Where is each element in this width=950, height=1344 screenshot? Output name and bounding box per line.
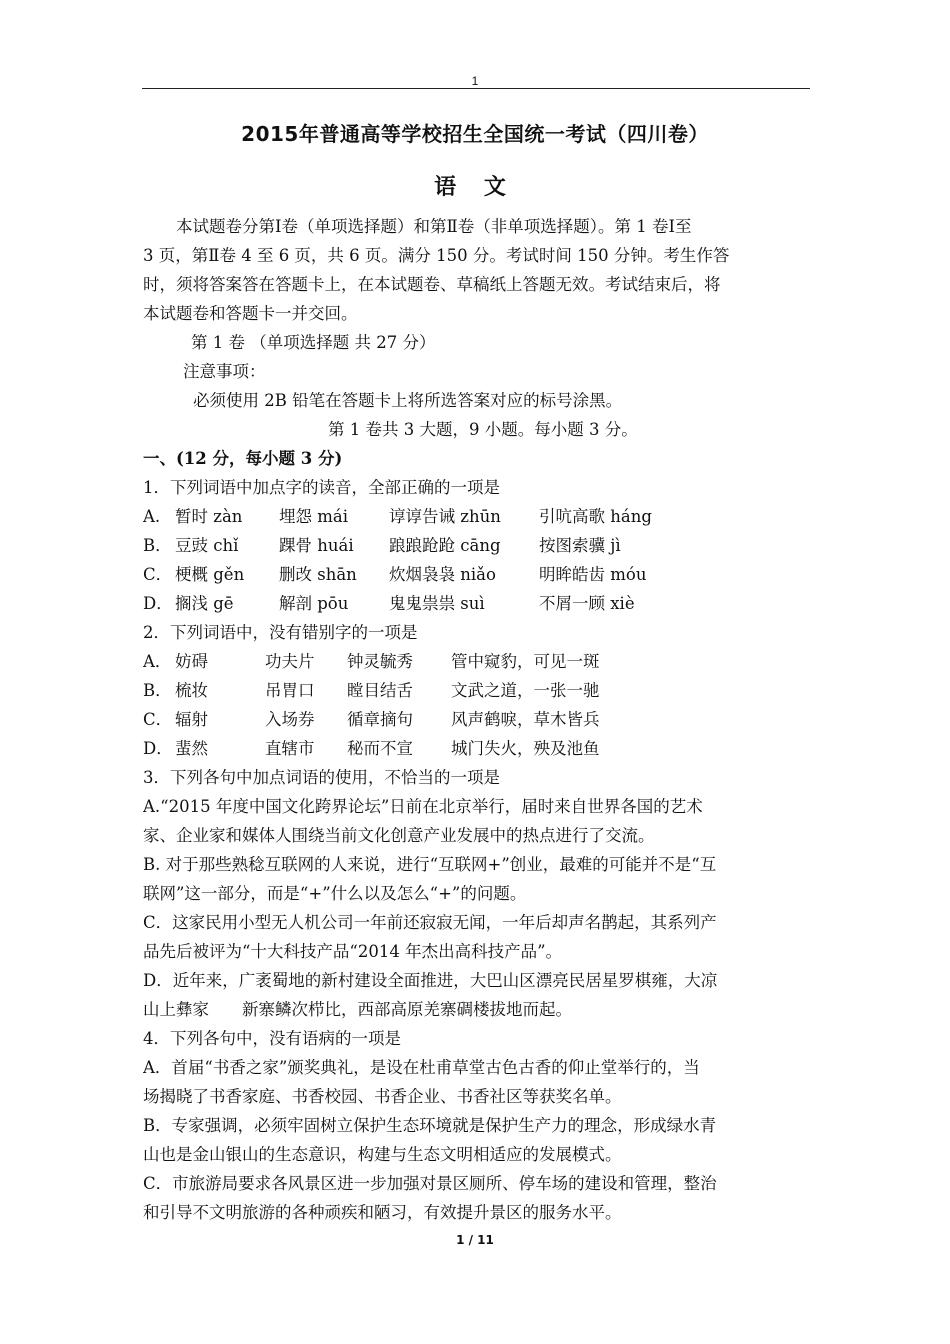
option-item: 梳妆 <box>175 681 208 700</box>
option-item: 鬼鬼祟祟 suì <box>389 594 485 613</box>
question-3-line: A.“2015 年度中国文化跨界论坛”日前在北京举行，届时来自世界各国的艺术 <box>143 797 703 816</box>
option-item: 踉踉跄跄 cāng <box>389 536 501 555</box>
question-2-option-a <box>143 647 811 676</box>
question-3-line: 联网”这一部分，而是“+”什么以及怎么“+”的问题。 <box>143 884 527 903</box>
option-item: 不屑一顾 xiè <box>539 594 635 613</box>
option-item: 直辖市 <box>265 739 315 758</box>
option-item: 豆豉 chǐ <box>175 536 239 555</box>
question-4-line: B．专家强调，必须牢固树立保护生态环境就是保护生产力的理念，形成绿水青 <box>143 1116 717 1135</box>
question-4-line: 场揭晓了书香家庭、书香校园、书香企业、书香社区等获奖名单。 <box>143 1087 622 1106</box>
option-item: 瞠目结舌 <box>347 681 413 700</box>
option-label: B． <box>143 536 172 555</box>
option-item: 妨碍 <box>175 652 208 671</box>
option-item: 搁浅 gē <box>175 594 234 613</box>
option-item: 风声鹤唳，草木皆兵 <box>451 710 600 729</box>
section-heading: 一、(12 分，每小题 3 分) <box>143 449 343 468</box>
option-item: 暂时 zàn <box>175 507 243 526</box>
option-item: 炊烟袅袅 niǎo <box>389 565 496 584</box>
option-item: 谆谆告诫 zhūn <box>389 507 501 526</box>
option-item: 引吭高歌 háng <box>539 507 652 526</box>
question-1-option-a <box>143 502 811 531</box>
option-item: 城门失火，殃及池鱼 <box>451 739 600 758</box>
header-rule <box>142 88 810 89</box>
option-item: 管中窥豹，可见一斑 <box>451 652 600 671</box>
part1-heading: 第 1 卷 （单项选择题 共 27 分） <box>191 333 436 352</box>
question-2-option-c <box>143 705 811 734</box>
option-item: 辐射 <box>175 710 208 729</box>
intro-line: 本试题卷和答题卡一并交回。 <box>143 304 358 323</box>
option-label: C． <box>143 710 173 729</box>
page-pager: 1 / 11 <box>456 1233 494 1247</box>
option-item: 踝骨 huái <box>279 536 354 555</box>
question-3-line: D．近年来，广袤蜀地的新村建设全面推进，大巴山区漂亮民居星罗棋雍，大凉 <box>143 971 718 990</box>
option-item: 埋怨 mái <box>279 507 349 526</box>
question-3-stem: 3．下列各句中加点词语的使用，不恰当的一项是 <box>143 768 500 787</box>
intro-line: 3 页，第Ⅱ卷 4 至 6 页，共 6 页。满分 150 分。考试时间 150 分钟。考生作答 <box>143 246 730 265</box>
notice-label: 注意事项： <box>183 362 266 381</box>
question-3-line: C．这家民用小型无人机公司一年前还寂寂无闻，一年后却声名鹊起，其系列产 <box>143 913 717 932</box>
question-1-stem: 1．下列词语中加点字的读音，全部正确的一项是 <box>143 478 500 497</box>
subject-title: 语 文 <box>434 175 516 200</box>
option-item: 明眸皓齿 móu <box>539 565 647 584</box>
option-label: A． <box>143 652 172 671</box>
question-4-line: C．市旅游局要求各风景区进一步加强对景区厕所、停车场的建设和管理，整治 <box>143 1174 717 1193</box>
question-2-option-d <box>143 734 811 763</box>
option-label: A. <box>143 507 161 526</box>
question-2-stem: 2．下列词语中，没有错别字的一项是 <box>143 623 418 642</box>
option-item: 功夫片 <box>265 652 315 671</box>
question-4-line: A．首届“书香之家”颁奖典礼，是设在杜甫草堂古色古香的仰止堂举行的，当 <box>143 1058 700 1077</box>
option-item: 循章摘句 <box>347 710 413 729</box>
question-3-line: B. 对于那些熟稔互联网的人来说，进行“互联网+”创业，最难的可能并不是“互 <box>143 855 717 874</box>
document-title: 2015年普通高等学校招生全国统一考试（四川卷） <box>241 122 709 146</box>
question-3-line: 家、企业家和媒体人围绕当前文化创意产业发展中的热点进行了交流。 <box>143 826 655 845</box>
option-label: B． <box>143 681 172 700</box>
option-label: C． <box>143 565 173 584</box>
question-2-option-b <box>143 676 811 705</box>
option-label: D． <box>143 739 173 758</box>
notice-text: 必须使用 2B 铅笔在答题卡上将所选答案对应的标号涂黑。 <box>193 391 623 410</box>
option-item: 梗概 gěn <box>175 565 245 584</box>
header-page-number: 1 <box>471 74 479 88</box>
intro-line: 本试题卷分第Ⅰ卷（单项选择题）和第Ⅱ卷（非单项选择题）。第 1 卷Ⅰ至 <box>176 217 692 236</box>
question-4-line: 山也是金山银山的生态意识，构建与生态文明相适应的发展模式。 <box>143 1145 622 1164</box>
question-1-option-d <box>143 589 811 618</box>
question-3-line: 山上彝家 新寨鳞次栉比，西部高原羌寨碉楼拔地而起。 <box>143 1000 572 1019</box>
option-item: 解剖 pōu <box>279 594 349 613</box>
option-item: 入场券 <box>265 710 315 729</box>
question-1-option-c <box>143 560 811 589</box>
intro-line: 时，须将答案答在答题卡上，在本试题卷、草稿纸上答题无效。考试结束后，将 <box>143 275 721 294</box>
document-body <box>143 212 811 1227</box>
question-4-line: 和引导不文明旅游的各种顽疾和陋习，有效提升景区的服务水平。 <box>143 1203 622 1222</box>
option-item: 文武之道，一张一驰 <box>451 681 600 700</box>
option-label: D． <box>143 594 173 613</box>
option-item: 钟灵毓秀 <box>347 652 413 671</box>
option-item: 按图索骥 jì <box>539 536 621 555</box>
question-1-option-b <box>143 531 811 560</box>
question-4-stem: 4．下列各句中，没有语病的一项是 <box>143 1029 401 1048</box>
option-item: 删改 shān <box>279 565 357 584</box>
part1-summary: 第 1 卷共 3 大题，9 小题。每小题 3 分。 <box>328 420 638 439</box>
option-item: 蜚然 <box>175 739 208 758</box>
option-item: 吊胃口 <box>265 681 315 700</box>
question-3-line: 品先后被评为“十大科技产品“2014 年杰出高科技产品”。 <box>143 942 563 961</box>
option-item: 秘而不宣 <box>347 739 413 758</box>
